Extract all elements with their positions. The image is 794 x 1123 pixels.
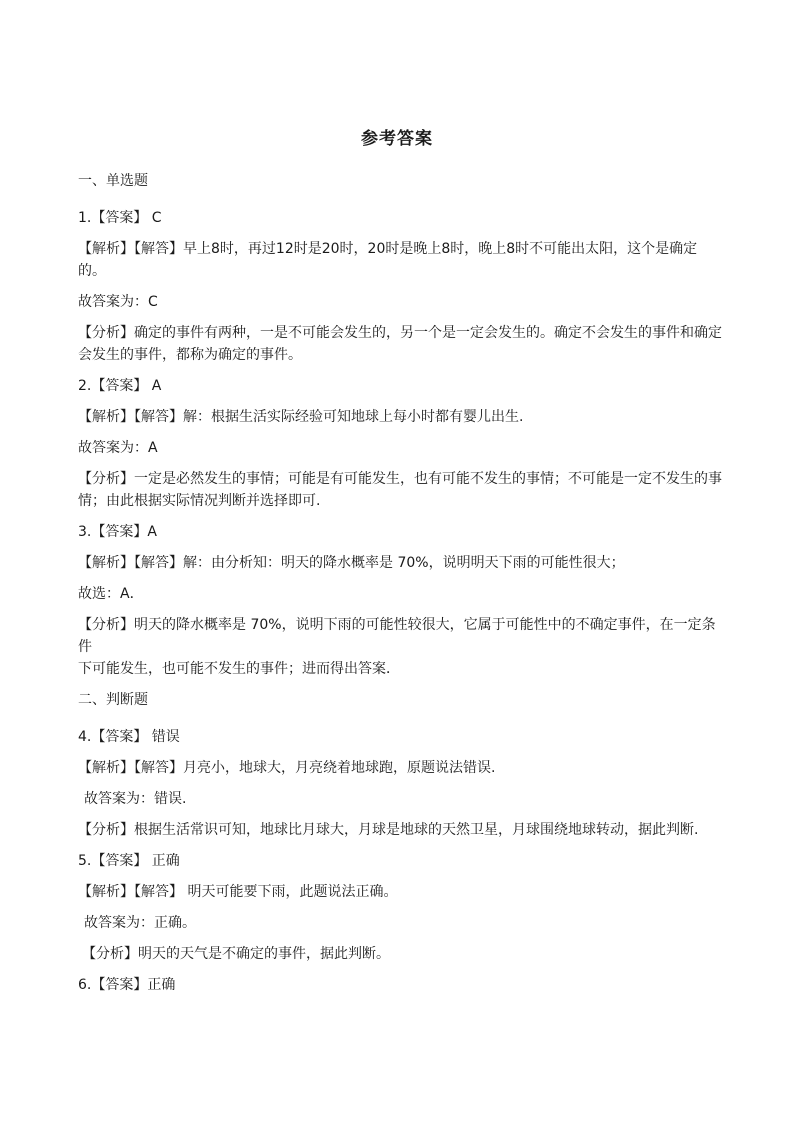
q3-note-line1: 【分析】明天的降水概率是 70%，说明下雨的可能性较很大，它属于可能性中的不确定事件，在一定条件 <box>78 617 716 655</box>
q2-analysis: 【解析】【解答】解：根据生活实际经验可知地球上每小时都有婴儿出生. <box>78 409 524 425</box>
q3-analysis: 【解析】【解答】解：由分析知：明天的降水概率是 70%，说明明天下雨的可能性很大； <box>78 555 625 571</box>
q2-note-line1: 【分析】一定是必然发生的事情；可能是有可能发生，也有可能不发生的事情；不可能是一定不发生的事 <box>78 471 722 487</box>
q6-answer: 6.【答案】正确 <box>78 977 176 993</box>
section-heading-true-false: 二、判断题 <box>78 692 148 708</box>
q4-result: 故答案为：错误. <box>84 791 187 807</box>
q2-note-line2: 情；由此根据实际情况判断并选择即可. <box>78 493 321 509</box>
q3-note-line2: 下可能发生，也可能不发生的事件；进而得出答案． <box>78 661 400 677</box>
q1-note-line1: 【分析】确定的事件有两种，一是不可能会发生的，另一个是一定会发生的。确定不会发生的事件和确定 <box>78 325 722 341</box>
q2-answer: 2.【答案】 A <box>78 378 162 394</box>
q3-answer: 3.【答案】A <box>78 524 157 540</box>
q3-result: 故选：A． <box>78 586 144 602</box>
q1-analysis-line1: 【解析】【解答】早上8时，再过12时是20时，20时是晚上8时，晚上8时不可能出太阳，这个是确定 <box>78 241 698 257</box>
q5-result: 故答案为：正确。 <box>84 915 196 931</box>
q5-answer: 5.【答案】 正确 <box>78 853 180 869</box>
answer-content <box>78 170 722 1005</box>
q4-note: 【分析】根据生活常识可知，地球比月球大，月球是地球的天然卫星，月球围绕地球转动，据此判断. <box>78 822 699 838</box>
q1-result: 故答案为：C <box>78 294 158 310</box>
q4-answer: 4.【答案】 错误 <box>78 729 180 745</box>
section-heading-single-choice: 一、单选题 <box>78 173 148 189</box>
q1-note-line2: 会发生的事件，都称为确定的事件。 <box>78 347 302 363</box>
q5-analysis: 【解析】【解答】 明天可能要下雨，此题说法正确。 <box>78 884 398 900</box>
page-title: 参考答案 <box>361 129 433 149</box>
q2-result: 故答案为：A <box>78 440 158 456</box>
q4-analysis: 【解析】【解答】月亮小，地球大，月亮绕着地球跑，原题说法错误. <box>78 760 496 776</box>
q1-analysis-line2: 的。 <box>78 263 106 279</box>
q1-answer: 1.【答案】 C <box>78 210 162 226</box>
q5-note: 【分析】明天的天气是不确定的事件，据此判断。 <box>82 946 390 962</box>
